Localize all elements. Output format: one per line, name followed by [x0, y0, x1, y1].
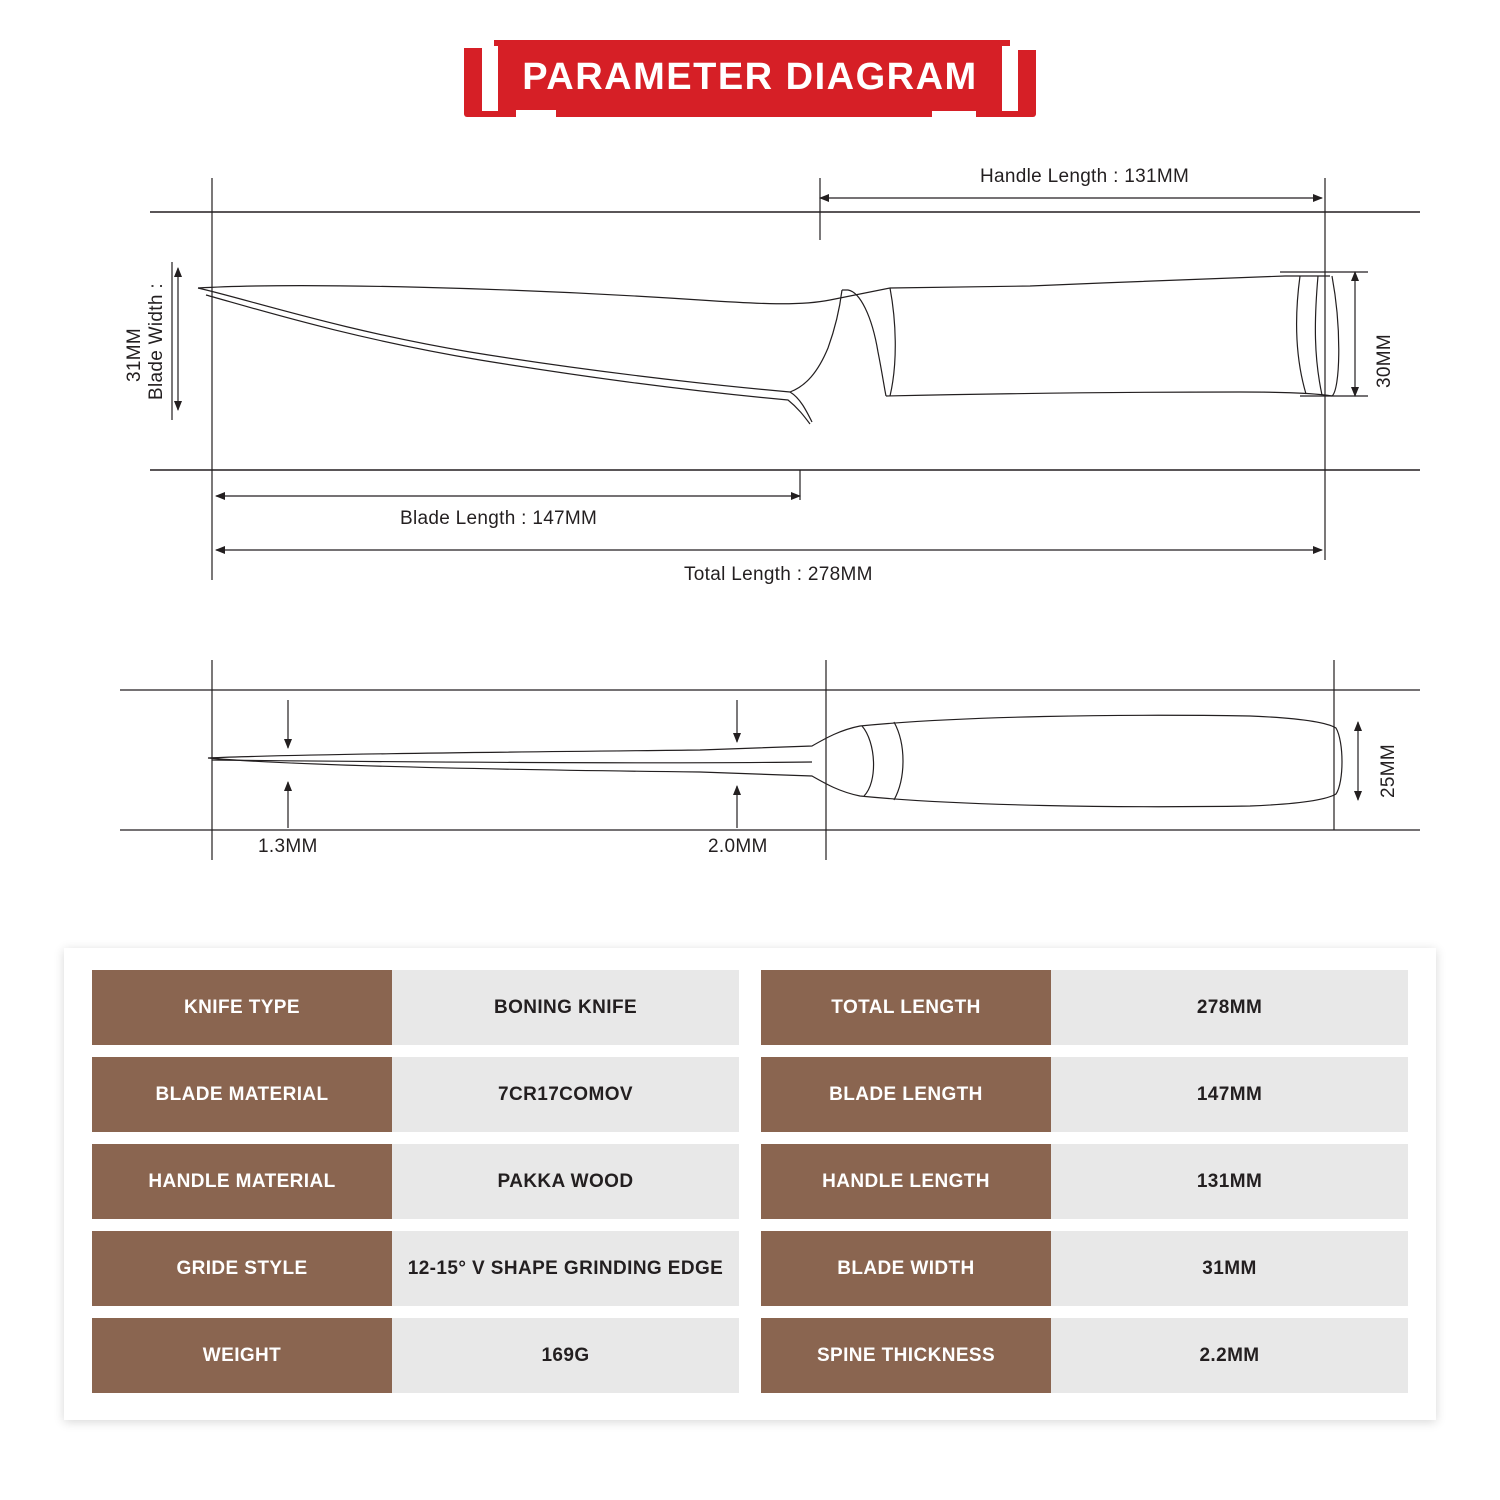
spec-key: TOTAL LENGTH — [761, 970, 1051, 1045]
blade-length-label: Blade Length : 147MM — [400, 508, 598, 529]
table-row — [92, 1057, 739, 1132]
spec-key: HANDLE LENGTH — [761, 1144, 1051, 1219]
title-banner-wrap — [0, 40, 1500, 117]
banner-notch-tl — [464, 40, 494, 48]
spec-key: KNIFE TYPE — [92, 970, 392, 1045]
spec-column-left — [92, 970, 739, 1393]
spec-value: 12-15° V SHAPE GRINDING EDGE — [392, 1231, 739, 1306]
spec-value: BONING KNIFE — [392, 970, 739, 1045]
banner-notch-bl — [516, 110, 556, 117]
table-row — [761, 1144, 1408, 1219]
spec-table-grid — [92, 970, 1408, 1393]
handle-height-label: 30MM — [1374, 334, 1395, 388]
spec-key: GRIDE STYLE — [92, 1231, 392, 1306]
spec-value: 131MM — [1051, 1144, 1408, 1219]
banner-notch-br — [932, 111, 976, 117]
spec-value: 169G — [392, 1318, 739, 1393]
spec-key: BLADE MATERIAL — [92, 1057, 392, 1132]
page-title: PARAMETER DIAGRAM — [522, 56, 978, 98]
spec-key: BLADE LENGTH — [761, 1057, 1051, 1132]
spec-value: 7CR17COMOV — [392, 1057, 739, 1132]
table-row — [92, 1318, 739, 1393]
spec-value: PAKKA WOOD — [392, 1144, 739, 1219]
spec-value: 278MM — [1051, 970, 1408, 1045]
spec-key: SPINE THICKNESS — [761, 1318, 1051, 1393]
spec-key: WEIGHT — [92, 1318, 392, 1393]
table-row — [761, 1318, 1408, 1393]
spec-key: BLADE WIDTH — [761, 1231, 1051, 1306]
blade-width-label-line1: Blade Width : — [146, 283, 167, 400]
total-length-label: Total Length : 278MM — [684, 564, 873, 585]
table-row — [761, 1057, 1408, 1132]
table-row — [761, 970, 1408, 1045]
handle-length-label: Handle Length : 131MM — [980, 166, 1190, 187]
table-row — [761, 1231, 1408, 1306]
tip-thickness-label: 1.3MM — [258, 836, 318, 857]
table-row — [92, 1144, 739, 1219]
table-row — [92, 970, 739, 1045]
table-row — [92, 1231, 739, 1306]
side-view-group — [120, 660, 1420, 860]
spec-table-card — [64, 948, 1436, 1420]
spec-key: HANDLE MATERIAL — [92, 1144, 392, 1219]
blade-width-label-line2: 31MM — [124, 328, 145, 382]
spec-value: 2.2MM — [1051, 1318, 1408, 1393]
top-view-group — [150, 178, 1420, 580]
handle-thickness-label: 25MM — [1378, 744, 1399, 798]
banner-notch-tr — [1010, 40, 1036, 50]
spec-value: 147MM — [1051, 1057, 1408, 1132]
spec-value: 31MM — [1051, 1231, 1408, 1306]
title-banner — [464, 40, 1035, 117]
mid-thickness-label: 2.0MM — [708, 836, 768, 857]
spec-column-right — [761, 970, 1408, 1393]
